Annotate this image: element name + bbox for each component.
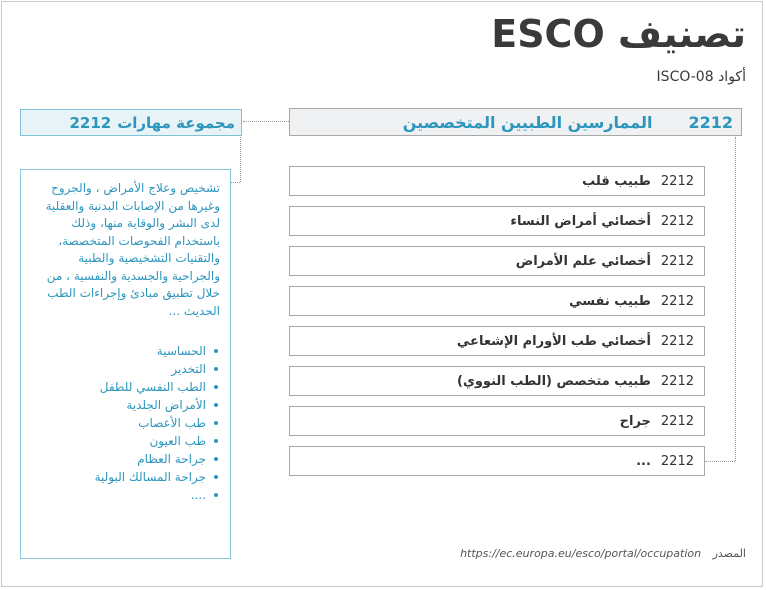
occupation-name: أخصائي علم الأمراض: [515, 253, 651, 269]
topic-item: الطب النفسي للطفل: [27, 378, 220, 396]
occupation-name: جراح: [619, 413, 651, 429]
topic-item: الأمراض الجلدية: [27, 396, 220, 414]
page-title: تصنيف ESCO: [491, 12, 746, 56]
occupation-item[interactable]: [289, 326, 705, 356]
skills-topic-list: [27, 342, 220, 504]
source-url[interactable]: https://ec.europa.eu/esco/portal/occupation: [460, 547, 702, 560]
skills-group-header: [20, 109, 242, 136]
occupation-group-header: [289, 108, 742, 136]
occupation-name: طبيب نفسي: [569, 293, 651, 309]
occupation-name: أخصائي أمراض النساء: [510, 213, 651, 229]
topic-item: طب الأعصاب: [27, 414, 220, 432]
skills-description-box: [20, 169, 231, 559]
connector-desc-v: [240, 137, 241, 182]
occupation-name: طبيب متخصص (الطب النووي): [457, 373, 651, 389]
occupation-item[interactable]: [289, 166, 705, 196]
occupation-code: 2212: [660, 173, 694, 189]
occupation-code: 2212: [660, 373, 694, 389]
occupation-item[interactable]: [289, 406, 705, 436]
occupation-item[interactable]: [289, 246, 705, 276]
topic-item: الحساسية: [27, 342, 220, 360]
connector-occupations-v: [735, 137, 736, 461]
occupation-code: 2212: [660, 453, 694, 469]
page-subtitle: أكواد ISCO-08: [656, 69, 746, 85]
skills-group-label: مجموعة مهارات: [117, 113, 235, 132]
topic-item: جراحة المسالك البولية: [27, 468, 220, 486]
skills-group-code: 2212: [69, 113, 112, 132]
topic-item: ....: [27, 486, 220, 504]
occupation-item[interactable]: [289, 206, 705, 236]
occupation-item[interactable]: [289, 286, 705, 316]
source-credit: [460, 547, 746, 560]
connector-headers: [243, 121, 289, 122]
source-label: المصدر: [712, 547, 746, 560]
occupation-name: ...: [636, 453, 651, 469]
connector-occupations-h: [705, 461, 735, 462]
occupation-name: أخصائي طب الأورام الإشعاعي: [456, 333, 651, 349]
occupation-code: 2212: [660, 213, 694, 229]
topic-item: طب العيون: [27, 432, 220, 450]
occupation-item[interactable]: [289, 446, 705, 476]
occupation-code: 2212: [660, 293, 694, 309]
connector-desc-h: [231, 182, 240, 183]
occupation-item[interactable]: [289, 366, 705, 396]
occupation-code: 2212: [660, 333, 694, 349]
occupation-group-code: 2212: [688, 112, 733, 132]
occupation-code: 2212: [660, 413, 694, 429]
occupation-code: 2212: [660, 253, 694, 269]
topic-item: التخدير: [27, 360, 220, 378]
occupation-name: طبيب قلب: [582, 173, 651, 189]
occupation-group-label: الممارسين الطبيين المتخصصين: [402, 112, 653, 132]
skills-description: تشخيص وعلاج الأمراض ، والجروح وغيرها من الإصابات البدنية والعقلية لدى البشر والوقاية منها، وذلك باستخدام الفحوصات المتخصصة، والتقنيات التشخيصية والطبية والجراحية والجسدية والنفسية ، من خلال تطبيق مبادئ وإجراءات الطب الحديث ...: [45, 181, 220, 318]
topic-item: جراحة العظام: [27, 450, 220, 468]
